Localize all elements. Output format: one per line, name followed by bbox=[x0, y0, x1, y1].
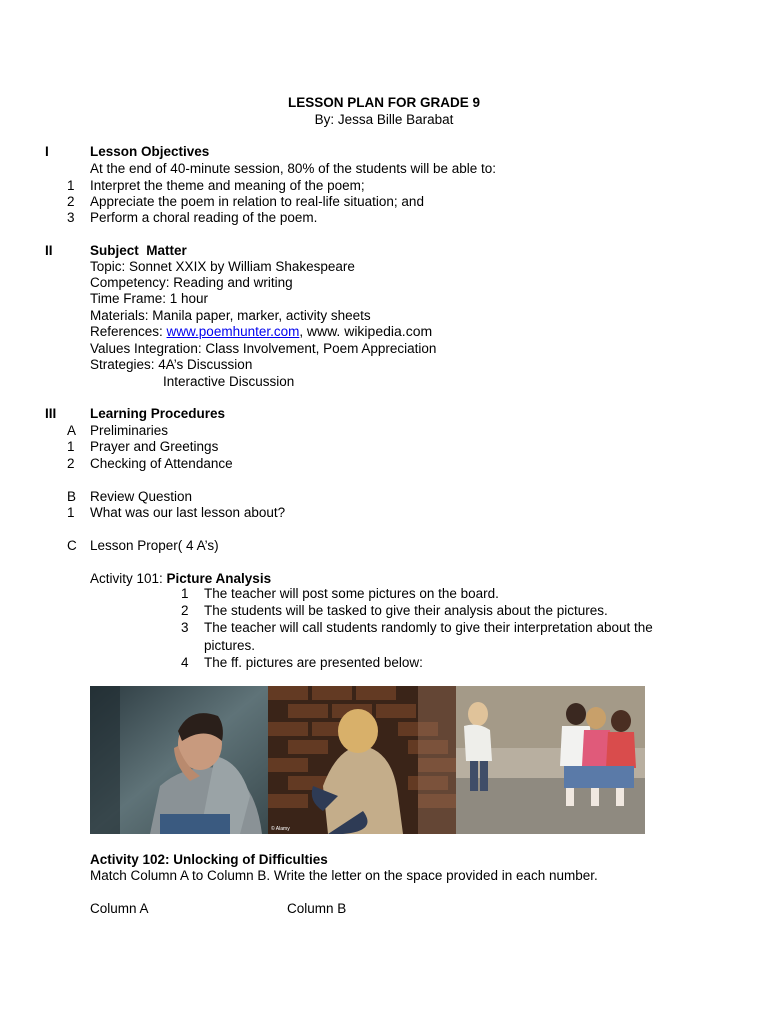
activity-step-number: 1 bbox=[181, 586, 189, 601]
materials-line: Materials: Manila paper, marker, activity sheets bbox=[90, 308, 371, 323]
subsection-letter: B bbox=[67, 489, 77, 504]
strategies-line: Strategies: 4A’s Discussion bbox=[90, 357, 253, 372]
activity-102-instruction: Match Column A to Column B. Write the letter on the space provided in each number. bbox=[90, 868, 598, 883]
competency-line: Competency: Reading and writing bbox=[90, 275, 293, 290]
topic-line: Topic: Sonnet XXIX by William Shakespeare bbox=[90, 259, 355, 274]
subsection-title: Preliminaries bbox=[90, 423, 169, 438]
activity-102-title: Activity 102: Unlocking of Difficulties bbox=[90, 852, 328, 867]
subsection-letter: C bbox=[67, 538, 77, 553]
document-title: LESSON PLAN FOR GRADE 9 bbox=[287, 95, 481, 110]
activity-step: The ff. pictures are presented below: bbox=[204, 655, 423, 670]
subsection-letter: A bbox=[67, 423, 77, 438]
photo-sad-woman bbox=[268, 686, 456, 834]
objective-number: 2 bbox=[67, 194, 75, 209]
objective-number: 3 bbox=[67, 210, 75, 225]
activity-step-number: 2 bbox=[181, 603, 189, 618]
objective-number: 1 bbox=[67, 178, 75, 193]
references-separator: , bbox=[299, 324, 307, 339]
procedure-number: 1 bbox=[67, 505, 75, 520]
objective-item: Perform a choral reading of the poem. bbox=[90, 210, 318, 225]
subsection-title: Review Question bbox=[90, 489, 193, 504]
poemhunter-link[interactable]: www.poemhunter.com bbox=[166, 324, 300, 339]
references-line bbox=[90, 323, 432, 340]
section-2-numeral: II bbox=[45, 243, 53, 258]
objective-item: Interpret the theme and meaning of the poem; bbox=[90, 178, 365, 193]
subsection-title: Lesson Proper( 4 A’s) bbox=[90, 538, 219, 553]
activity-step: The teacher will call students randomly to give their interpretation about the bbox=[204, 620, 653, 635]
section-3-heading: Learning Procedures bbox=[90, 406, 226, 421]
objectives-intro: At the end of 40-minute session, 80% of the students will be able to: bbox=[90, 161, 496, 176]
procedure-number: 1 bbox=[67, 439, 75, 454]
strategies-continued: Interactive Discussion bbox=[163, 374, 295, 389]
photo-watermark: © Alamy bbox=[271, 826, 290, 832]
activity-101-title: Picture Analysis bbox=[166, 571, 272, 586]
section-3-numeral: III bbox=[45, 406, 57, 421]
procedure-item: What was our last lesson about? bbox=[90, 505, 286, 520]
references-label: References: bbox=[90, 324, 167, 339]
procedure-item: Prayer and Greetings bbox=[90, 439, 219, 454]
document-author: By: Jessa Bille Barabat bbox=[314, 112, 454, 127]
activity-step: The students will be tasked to give their analysis about the pictures. bbox=[204, 603, 608, 618]
section-1-numeral: I bbox=[45, 144, 49, 159]
section-2-heading: Subject Matter bbox=[90, 243, 187, 258]
activity-step-number: 4 bbox=[181, 655, 189, 670]
activity-step-number: 3 bbox=[181, 620, 189, 635]
activity-101-label: Activity 101: bbox=[90, 571, 167, 586]
time-frame-line: Time Frame: 1 hour bbox=[90, 291, 209, 306]
objective-item: Appreciate the poem in relation to real-life situation; and bbox=[90, 194, 424, 209]
activity-step: The teacher will post some pictures on the board. bbox=[204, 586, 499, 601]
procedure-number: 2 bbox=[67, 456, 75, 471]
picture-analysis-photos bbox=[90, 686, 645, 834]
section-1-heading: Lesson Objectives bbox=[90, 144, 210, 159]
photo-sad-man bbox=[90, 686, 268, 834]
values-integration-line: Values Integration: Class Involvement, Poem Appreciation bbox=[90, 341, 437, 356]
column-a-header: Column A bbox=[90, 901, 149, 916]
photo-girls-group bbox=[456, 686, 645, 834]
wikipedia-reference: www. wikipedia.com bbox=[306, 323, 433, 339]
procedure-item: Checking of Attendance bbox=[90, 456, 233, 471]
column-b-header: Column B bbox=[287, 901, 347, 916]
activity-step-continued: pictures. bbox=[204, 638, 256, 653]
